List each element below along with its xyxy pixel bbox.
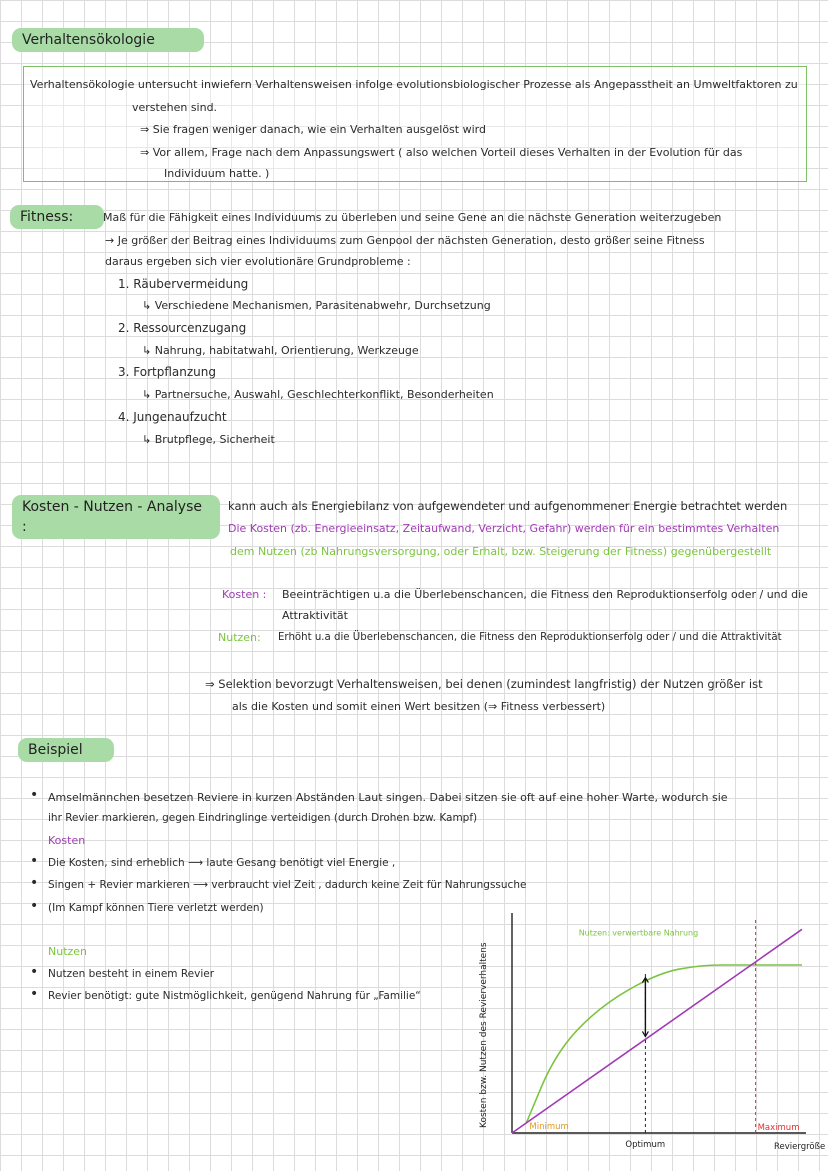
bullet: • [30, 787, 39, 803]
problem-4-detail: ↳ Brutpflege, Sicherheit [142, 433, 275, 446]
kna-kosten-text-2: Attraktivität [282, 609, 348, 622]
bullet: • [30, 898, 39, 914]
y-axis-label: Kosten bzw. Nutzen des Revierverhaltens [479, 942, 489, 1128]
beispiel-label-text: Beispiel [28, 742, 83, 758]
kna-line-1: kann auch als Energiebilanz von aufgewendeter und aufgenommener Energie betrachtet werden [228, 499, 788, 513]
revier-chart [470, 905, 826, 1165]
page-title [12, 28, 204, 52]
kna-label [12, 495, 220, 539]
beispiel-nutzen-2: Revier benötigt: gute Nistmöglichkeit, genügend Nahrung für „Familie“ [48, 990, 421, 1002]
kna-line-2: Die Kosten (zb. Energieeinsatz, Zeitaufwand, Verzicht, Gefahr) werden für ein bestimmtes Verhalten [228, 522, 780, 535]
beispiel-kosten-heading: Kosten [48, 834, 86, 847]
problem-2-title: 2. Ressourcenzugang [118, 321, 247, 335]
beispiel-nutzen-1: Nutzen besteht in einem Revier [48, 968, 215, 980]
fitness-label [10, 205, 104, 229]
intro-arrow-2: ⇒ Vor allem, Frage nach dem Anpassungswert ( also welchen Vorteil dieses Verhalten in der Evolution für das [140, 146, 743, 159]
problem-3-detail: ↳ Partnersuche, Auswahl, Geschlechterkonflikt, Besonderheiten [142, 388, 494, 401]
beispiel-nutzen-heading: Nutzen [48, 945, 88, 958]
kna-selection-2: als die Kosten und somit einen Wert besitzen (⇒ Fitness verbessert) [232, 700, 606, 713]
beispiel-kosten-3: (Im Kampf können Tiere verletzt werden) [48, 902, 264, 914]
kna-kosten-label: Kosten : [222, 588, 267, 601]
problem-1-detail: ↳ Verschiedene Mechanismen, Parasitenabwehr, Durchsetzung [142, 299, 491, 312]
kna-label-text: Kosten - Nutzen - Analyse : [22, 499, 203, 535]
x-axis-label: Reviergröße [774, 1142, 826, 1152]
fitness-label-text: Fitness: [20, 209, 74, 225]
problem-3-title: 3. Fortpflanzung [118, 365, 216, 379]
kna-nutzen-label: Nutzen: [218, 631, 261, 644]
kna-line-3: dem Nutzen (zb Nahrungsversorgung, oder Erhalt, bzw. Steigerung der Fitness) gegenübergestellt [230, 545, 772, 558]
problem-4-title: 4. Jungenaufzucht [118, 410, 227, 424]
curve-label: Nutzen: verwertbare Nahrung [578, 928, 699, 938]
intro-line-1: Verhaltensökologie untersucht inwiefern Verhaltensweisen infolge evolutionsbiologischer Prozesse als Angepasstheit an Umweltfaktoren zu [30, 78, 798, 91]
problem-1-title: 1. Räubervermeidung [118, 277, 249, 291]
fitness-line-1: Maß für die Fähigkeit eines Individuums zu überleben und seine Gene an die nächste Generation weiterzugeben [103, 211, 722, 224]
series-line-2 [512, 929, 802, 1133]
bullet: • [30, 875, 39, 891]
beispiel-kosten-1: Die Kosten, sind erheblich ⟶ laute Gesang benötigt viel Energie , [48, 857, 396, 869]
beispiel-line-1a: Amselmännchen besetzen Reviere in kurzen Abständen Laut singen. Dabei sitzen sie oft auf eine hoher Warte, wodurch sie [48, 791, 728, 804]
bullet: • [30, 853, 39, 869]
bullet: • [30, 986, 39, 1002]
beispiel-label [18, 738, 114, 762]
kna-nutzen-text: Erhöht u.a die Überlebenschancen, die Fitness den Reproduktionserfolg oder / und die Attraktivität [278, 632, 782, 643]
optimum-label: Optimum [625, 1140, 666, 1150]
minimum-label: Minimum [529, 1122, 569, 1132]
fitness-line-3: daraus ergeben sich vier evolutionäre Grundprobleme : [105, 255, 411, 268]
maximum-label: Maximum [757, 1123, 800, 1133]
beispiel-line-1b: ihr Revier markieren, gegen Eindringlinge verteidigen (durch Drohen bzw. Kampf) [48, 812, 478, 824]
intro-line-2: verstehen sind. [132, 101, 218, 114]
bullet: • [30, 964, 39, 980]
problem-2-detail: ↳ Nahrung, habitatwahl, Orientierung, Werkzeuge [142, 344, 419, 357]
kna-kosten-text-1: Beeinträchtigen u.a die Überlebenschancen, die Fitness den Reproduktionserfolg oder / und die [282, 588, 808, 601]
page-title-text: Verhaltensökologie [22, 32, 155, 48]
fitness-line-2: → Je größer der Beitrag eines Individuums zum Genpool der nächsten Generation, desto größer seine Fitness [105, 234, 705, 247]
intro-arrow-2b: Individuum hatte. ) [164, 167, 270, 180]
beispiel-kosten-2: Singen + Revier markieren ⟶ verbraucht viel Zeit , dadurch keine Zeit für Nahrungssuche [48, 879, 527, 891]
kna-selection-1: ⇒ Selektion bevorzugt Verhaltensweisen, bei denen (zumindest langfristig) der Nutzen größer ist [205, 677, 763, 691]
intro-arrow-1: ⇒ Sie fragen weniger danach, wie ein Verhalten ausgelöst wird [140, 123, 486, 136]
series-line-1 [527, 965, 803, 1123]
